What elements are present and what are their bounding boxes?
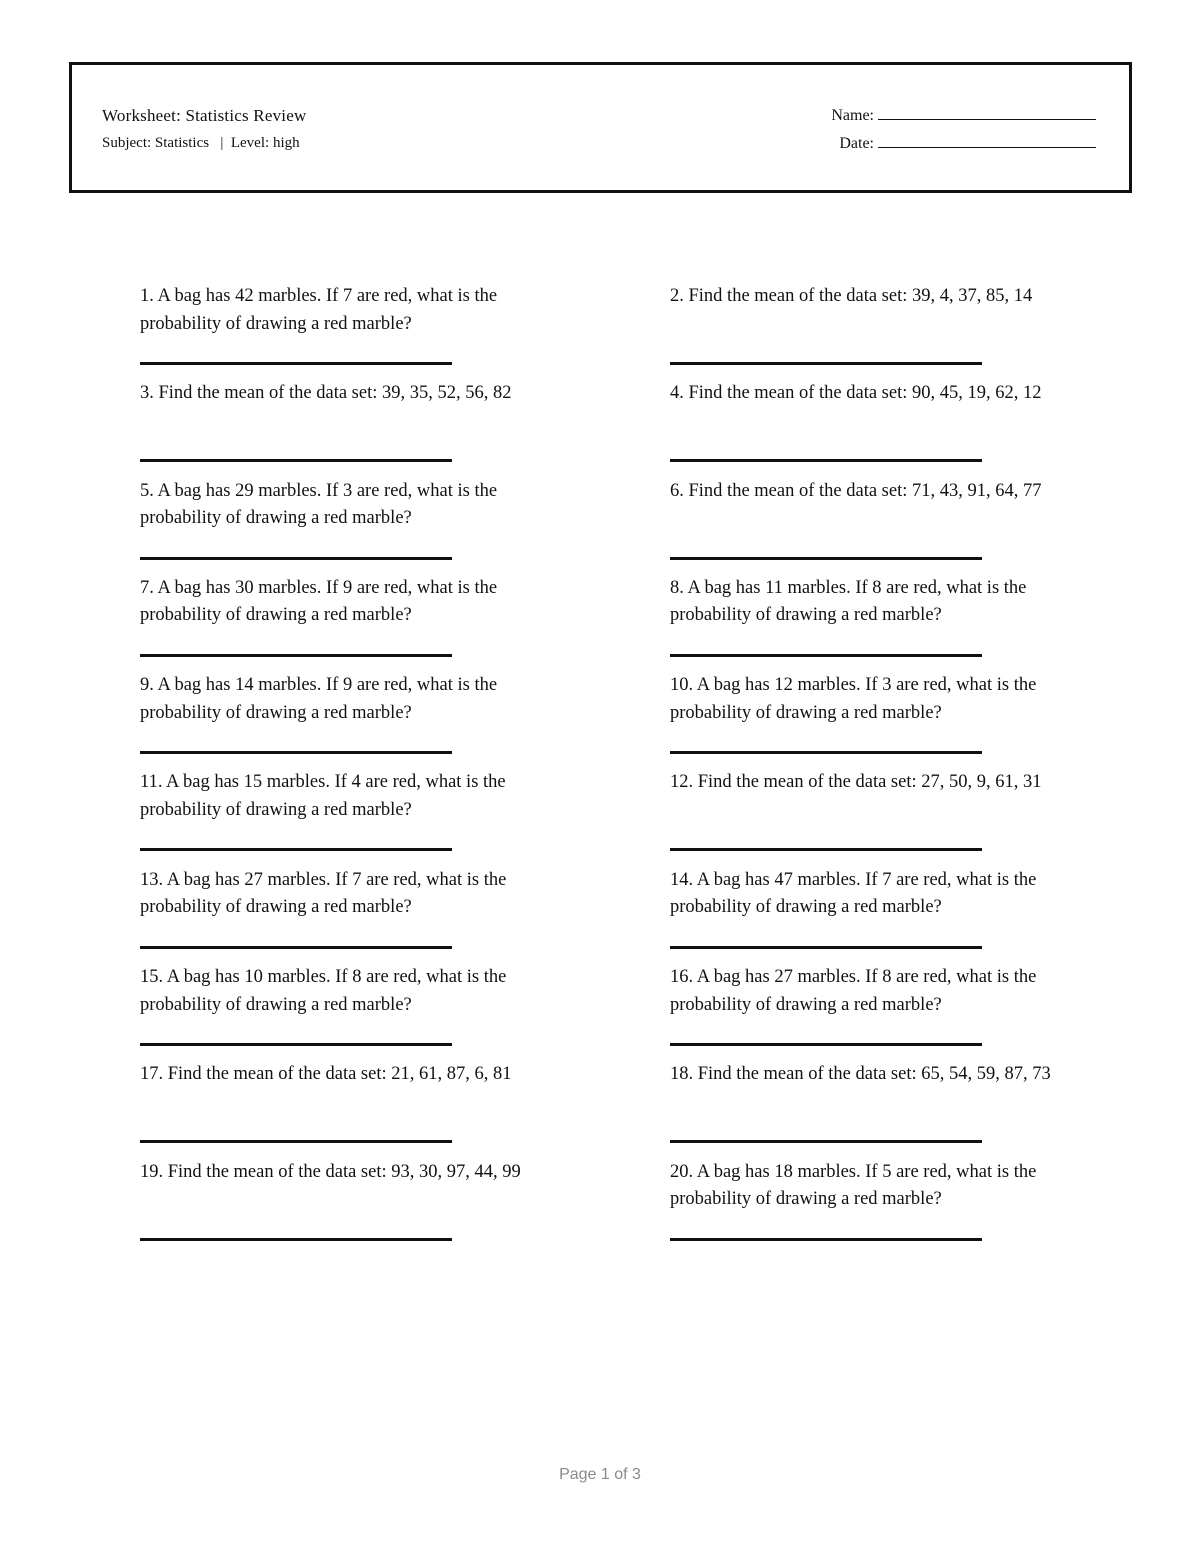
answer-line[interactable] [670, 459, 982, 462]
question-8 [670, 575, 1090, 672]
question-text: 5. A bag has 29 marbles. If 3 are red, what is the probability of drawing a red marble? [140, 480, 498, 529]
question-text: 17. Find the mean of the data set: 21, 61, 87, 6, 81 [140, 1064, 512, 1085]
question-20 [670, 1159, 1090, 1256]
answer-line[interactable] [670, 1238, 982, 1241]
answer-line[interactable] [670, 1043, 982, 1046]
question-7 [140, 575, 560, 672]
answer-line[interactable] [140, 459, 452, 462]
name-field [831, 105, 1096, 127]
answer-line[interactable] [670, 1140, 982, 1143]
answer-line[interactable] [140, 1140, 452, 1143]
question-16 [670, 964, 1090, 1061]
worksheet-title: Worksheet: Statistics Review [102, 106, 307, 125]
question-grid [140, 283, 1100, 1256]
answer-line[interactable] [140, 751, 452, 754]
answer-line[interactable] [140, 362, 452, 365]
question-text: 18. Find the mean of the data set: 65, 54, 59, 87, 73 [670, 1064, 1051, 1085]
question-9 [140, 672, 560, 769]
question-text: 1. A bag has 42 marbles. If 7 are red, what is the probability of drawing a red marble? [140, 286, 498, 334]
answer-line[interactable] [140, 557, 452, 560]
question-11 [140, 769, 560, 866]
question-text: 7. A bag has 30 marbles. If 9 are red, what is the probability of drawing a red marble? [140, 577, 498, 626]
answer-line[interactable] [670, 848, 982, 851]
question-text: 14. A bag has 47 marbles. If 7 are red, what is the probability of drawing a red marble? [670, 869, 1037, 918]
question-text: 13. A bag has 27 marbles. If 7 are red, what is the probability of drawing a red marble? [140, 869, 507, 918]
student-fields [831, 105, 1096, 161]
answer-line[interactable] [670, 751, 982, 754]
question-text: 6. Find the mean of the data set: 71, 43, 91, 64, 77 [670, 480, 1042, 501]
question-text: 15. A bag has 10 marbles. If 8 are red, what is the probability of drawing a red marble? [140, 967, 507, 1015]
worksheet-meta [102, 133, 306, 153]
question-text: 2. Find the mean of the data set: 39, 4, 37, 85, 14 [670, 286, 1033, 306]
date-label: Date: [839, 135, 874, 152]
question-3 [140, 380, 560, 477]
question-15 [140, 964, 560, 1061]
question-6 [670, 478, 1090, 575]
name-blank[interactable] [878, 105, 1096, 120]
question-2 [670, 283, 1090, 380]
question-19 [140, 1159, 560, 1256]
question-text: 9. A bag has 14 marbles. If 9 are red, what is the probability of drawing a red marble? [140, 675, 498, 723]
name-label: Name: [831, 107, 874, 124]
question-text: 16. A bag has 27 marbles. If 8 are red, what is the probability of drawing a red marble? [670, 967, 1037, 1015]
answer-line[interactable] [670, 946, 982, 949]
question-5 [140, 478, 560, 575]
question-14 [670, 867, 1090, 964]
question-text: 20. A bag has 18 marbles. If 5 are red, what is the probability of drawing a red marble? [670, 1161, 1037, 1210]
question-12 [670, 769, 1090, 866]
date-field [831, 133, 1096, 155]
meta-separator: | [220, 135, 224, 151]
question-text: 12. Find the mean of the data set: 27, 50, 9, 61, 31 [670, 772, 1042, 793]
answer-line[interactable] [140, 654, 452, 657]
answer-line[interactable] [140, 946, 452, 949]
answer-line[interactable] [140, 848, 452, 851]
question-10 [670, 672, 1090, 769]
question-text: 4. Find the mean of the data set: 90, 45, 19, 62, 12 [670, 383, 1042, 404]
answer-line[interactable] [670, 654, 982, 657]
question-18 [670, 1061, 1090, 1158]
question-text: 3. Find the mean of the data set: 39, 35, 52, 56, 82 [140, 383, 512, 404]
subject-value: Statistics [154, 135, 210, 151]
subject-label: Subject: [102, 135, 152, 151]
answer-line[interactable] [670, 557, 982, 560]
question-4 [670, 380, 1090, 477]
level-label: Level: [230, 135, 270, 151]
question-text: 10. A bag has 12 marbles. If 3 are red, what is the probability of drawing a red marble? [670, 675, 1037, 723]
answer-line[interactable] [140, 1043, 452, 1046]
page-number: Page 1 of 3 [559, 1466, 641, 1483]
question-text: 19. Find the mean of the data set: 93, 30, 97, 44, 99 [140, 1161, 521, 1182]
header-info [102, 105, 306, 153]
answer-line[interactable] [140, 1238, 452, 1241]
question-1 [140, 283, 560, 380]
answer-line[interactable] [670, 362, 982, 365]
question-text: 8. A bag has 11 marbles. If 8 are red, what is the probability of drawing a red marble? [670, 577, 1027, 626]
worksheet-header [69, 62, 1132, 193]
date-blank[interactable] [878, 133, 1096, 148]
level-value: high [272, 135, 300, 151]
question-13 [140, 867, 560, 964]
question-17 [140, 1061, 560, 1158]
question-text: 11. A bag has 15 marbles. If 4 are red, what is the probability of drawing a red marble? [140, 772, 506, 820]
